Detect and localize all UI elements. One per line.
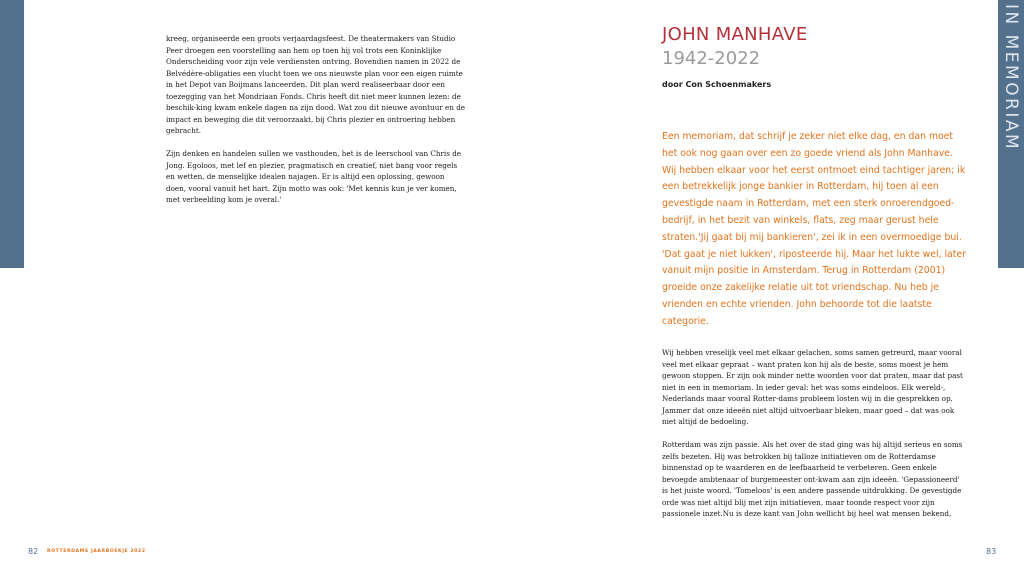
left-paragraph-2: Zijn denken en handelen sullen we vasthouden, het is de leerschool van Chris de Jong. Egoloos, met lef en plezier, pragmatisch en creatief, niet bang voor regels en wetten, de menselijke idealen najagen. Er is altijd een oplossing, gewoon doen, vooral vanuit het hart. Zijn motto was ook: 'Met kennis kun je ver komen, met verbeelding kom je overal.' bbox=[166, 149, 462, 204]
article-title: JOHN MANHAVE bbox=[662, 24, 808, 45]
section-tab-label: IN MEMORIAM bbox=[1001, 4, 1021, 152]
right-paragraph-1: Wij hebben vreselijk veel met elkaar gelachen, soms samen getreurd, maar vooral veel met elkaar gepraat – want praten kon hij als de beste, soms moest je hem gewoon stoppen. Er zijn ook minder nette woorden voor dat praten, maar dat past niet in een in memoriam. In ieder geval: het was soms eindeloos. Elk wereld-, Nederlands maar vooral Rotter-dams probleem losten wij in die gesprekken op. Jammer dat onze ideeën niet altijd uitvoerbaar bleken, maar goed – dat was ook niet altijd de bedoeling. bbox=[662, 348, 963, 426]
page-number-left: 82 bbox=[28, 547, 39, 556]
left-paragraph-1: kreeg, organiseerde een groots verjaardagsfeest. De theatermakers van Studio Peer droegen een voorstelling aan hem op toen hij vol trots een Koninklijke Onderscheiding voor zijn vele verdiensten ontving. Bovendien namen in 2022 de Belvédère-obligaties een vlucht toen we ons nieuwste plan voor een eigen ruimte in het Depot van Boijmans lanceerden. Dit plan werd realiseerbaar door een toezegging van het Mondriaan Fonds. Chris heeft dit niet meer kunnen lezen: de beschik-king kwam enkele dagen na zijn dood. Wat zou dit nieuwe avontuur en de impact en beweging die dit veroorzaakt, bij Chris plezier en ontroering hebben gebracht. bbox=[166, 34, 466, 135]
page-number-right: 83 bbox=[986, 547, 997, 556]
section-tab-label-wrap bbox=[998, 4, 1024, 204]
right-paragraph-2: Rotterdam was zijn passie. Als het over de stad ging was hij altijd serieus en soms zelfs bezeten. Hij was betrokken bij talloze initiatieven om de Rotterdamse binnenstad op te waarderen en de leefbaarheid te verbeteren. Geen enkele bevoegde ambtenaar of burgemeester ont-kwam aan zijn ideeën. 'Gepassioneerd' is het juiste woord. 'Tomeloos' is een andere passende uitdrukking. De gevestigde orde was niet altijd blij met zijn initiatieven, maar toonde respect voor zijn passionele inzet.Nu is deze kant van John wellicht bij heel wat mensen bekend, bbox=[662, 440, 963, 518]
intro-text: Een memoriam, dat schrijf je zeker niet elke dag, en dan moet het ook nog gaan over een zo goede vriend als John Manhave. Wij hebben elkaar voor het eerst ontmoet eind tachtiger jaren; ik een betrekkelijk jonge bankier in Rotterdam, hij toen al een gevestigde naam in Rotterdam, met een sterk onroerendgoed-bedrijf, in het bezit van winkels, flats, zeg maar gerust hele straten.'Jij gaat bij mij bankieren', zei ik in een overmoedige bui. 'Dat gaat je niet lukken', riposteerde hij. Maar het lukte wel, later vanuit mijn positie in Amsterdam. Terug in Rotterdam (2001) groeide onze zakelijke relatie uit tot vriendschap. Nu heb je vrienden en echte vrienden. John behoorde tot die laatste categorie. bbox=[662, 131, 966, 327]
left-page-edge-tab bbox=[0, 0, 24, 268]
running-title: ROTTERDAMS JAARBOEKJE 2022 bbox=[47, 549, 146, 554]
left-page-body bbox=[166, 33, 466, 217]
article-years: 1942-2022 bbox=[662, 48, 761, 69]
right-page-body bbox=[662, 347, 964, 531]
byline: door Con Schoenmakers bbox=[662, 80, 772, 89]
intro-paragraph bbox=[662, 129, 966, 331]
